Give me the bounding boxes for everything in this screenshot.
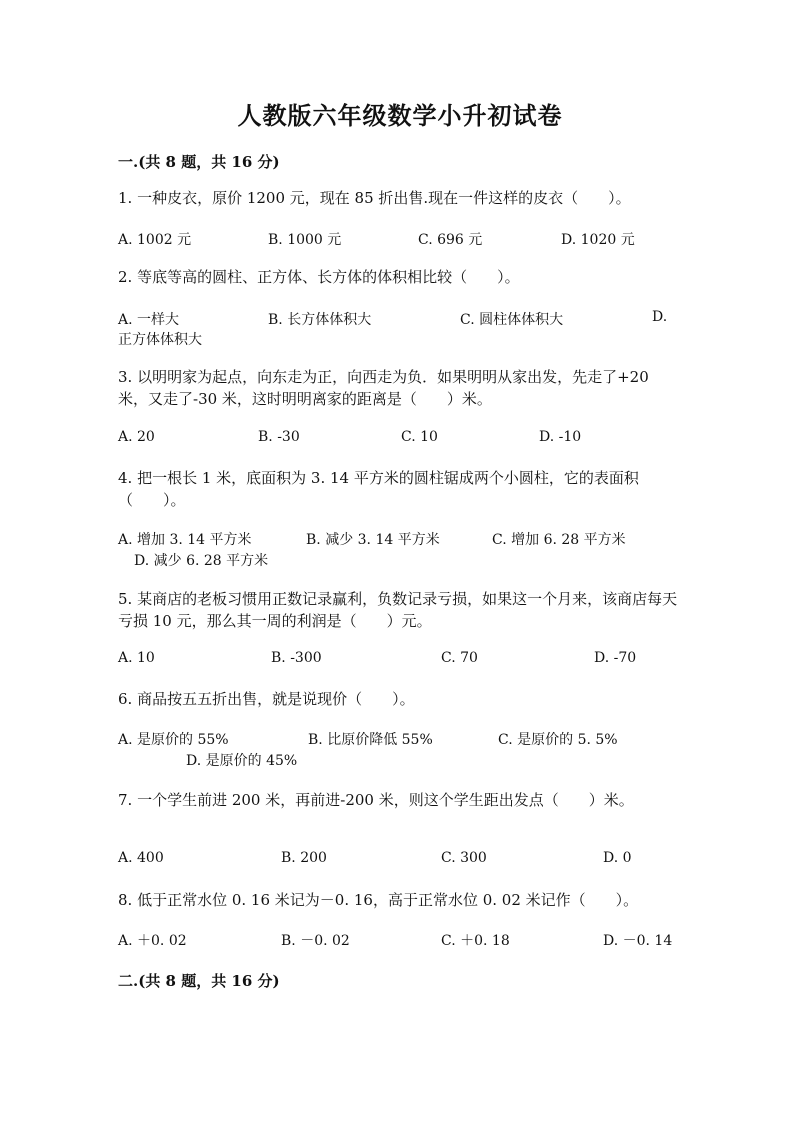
question-8-option-a: A. ＋0. 02 xyxy=(118,933,187,949)
question-6-option-b: B. 比原价降低 55% xyxy=(308,732,433,748)
question-4-option-b: B. 减少 3. 14 平方米 xyxy=(306,532,440,548)
question-1-option-b: B. 1000 元 xyxy=(268,232,342,248)
question-8: 8. 低于正常水位 0. 16 米记为－0. 16，高于正常水位 0. 02 米记作（ ）。 xyxy=(118,891,639,909)
question-3-option-d: D. -10 xyxy=(539,429,582,445)
question-4: 4. 把一根长 1 米，底面积为 3. 14 平方米的圆柱锯成两个小圆柱，它的表面积（ ）。 xyxy=(118,469,639,509)
question-8-option-b: B. －0. 02 xyxy=(281,933,350,949)
question-7-option-a: A. 400 xyxy=(118,850,164,866)
question-5-option-b: B. -300 xyxy=(271,650,322,666)
question-2: 2. 等底等高的圆柱、正方体、长方体的体积相比较（ ）。 xyxy=(118,268,520,286)
question-4-option-c: C. 增加 6. 28 平方米 xyxy=(492,532,626,548)
question-1-option-c: C. 696 元 xyxy=(418,232,483,248)
question-3-option-a: A. 20 xyxy=(118,429,155,445)
question-1-option-a: A. 1002 元 xyxy=(118,232,192,248)
question-5-option-c: C. 70 xyxy=(441,650,478,666)
question-2-option-a: A. 一样大 xyxy=(118,312,180,328)
question-3: 3. 以明明家为起点，向东走为正，向西走为负．如果明明从家出发，先走了+20 米，又走了-30 米，这时明明离家的距离是（ ）米。 xyxy=(118,368,649,408)
question-3-option-b: B. -30 xyxy=(258,429,300,445)
question-5-option-a: A. 10 xyxy=(118,650,155,666)
question-2-option-b: B. 长方体体积大 xyxy=(268,312,372,328)
page-title: 人教版六年级数学小升初试卷 xyxy=(237,101,563,130)
question-4-option-a: A. 增加 3. 14 平方米 xyxy=(118,532,252,548)
question-8-option-d: D. －0. 14 xyxy=(603,933,673,949)
question-4-option-d: D. 减少 6. 28 平方米 xyxy=(134,553,269,569)
question-3-option-c: C. 10 xyxy=(401,429,438,445)
question-7-option-b: B. 200 xyxy=(281,850,327,866)
question-6-option-d: D. 是原价的 45% xyxy=(186,753,298,769)
section-heading-2: 二.(共 8 题，共 16 分) xyxy=(118,972,280,990)
question-6-option-c: C. 是原价的 5. 5% xyxy=(498,732,618,748)
question-2-option-d-text: 正方体体积大 xyxy=(118,332,202,348)
question-2-option-c: C. 圆柱体体积大 xyxy=(460,312,564,328)
question-5: 5. 某商店的老板习惯用正数记录赢利，负数记录亏损，如果这一个月来，该商店每天亏损 10 元，那么其一周的利润是（ ）元。 xyxy=(118,590,678,630)
question-6-option-a: A. 是原价的 55% xyxy=(118,732,229,748)
question-6: 6. 商品按五五折出售，就是说现价（ ）。 xyxy=(118,690,415,708)
question-7-option-d: D. 0 xyxy=(603,850,632,866)
question-2-option-d: D. xyxy=(652,309,668,325)
question-5-option-d: D. -70 xyxy=(594,650,637,666)
question-8-option-c: C. ＋0. 18 xyxy=(441,933,510,949)
question-1-option-d: D. 1020 元 xyxy=(561,232,635,248)
question-7-option-c: C. 300 xyxy=(441,850,487,866)
question-7: 7. 一个学生前进 200 米，再前进-200 米，则这个学生距出发点（ ）米。 xyxy=(118,791,634,809)
section-heading-1: 一.(共 8 题，共 16 分) xyxy=(118,153,280,171)
question-1: 1. 一种皮衣，原价 1200 元，现在 85 折出售.现在一件这样的皮衣（ ）。 xyxy=(118,189,631,207)
